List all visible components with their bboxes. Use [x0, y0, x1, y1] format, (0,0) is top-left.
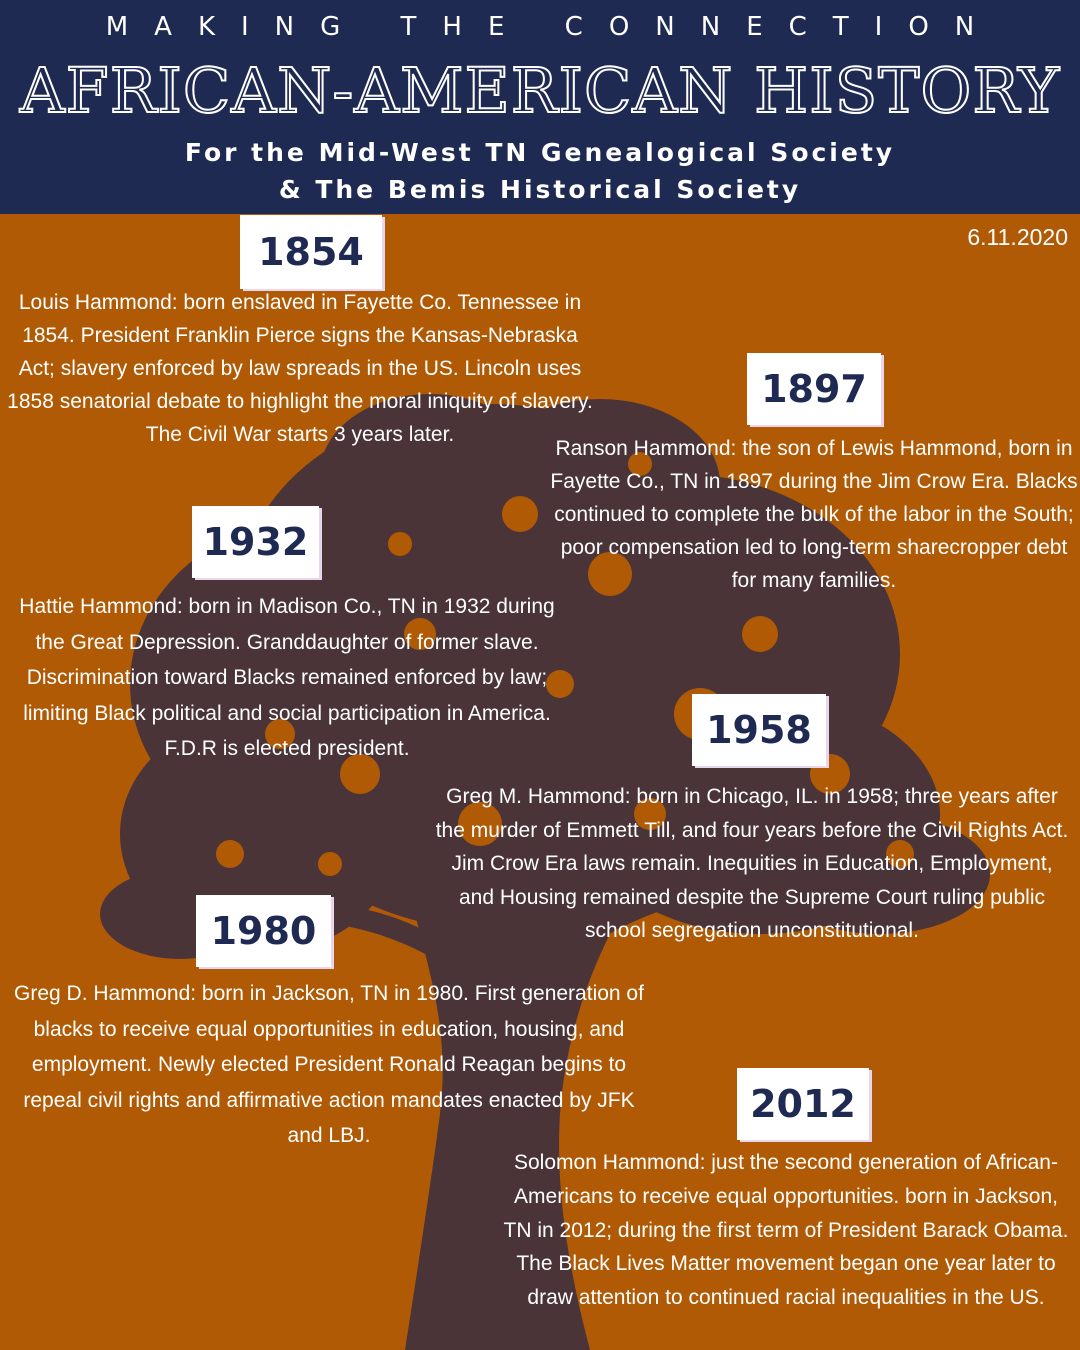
year-badge-1897: 1897	[747, 353, 881, 425]
year-badge-1958: 1958	[692, 694, 826, 766]
header-kicker: MAKING THE CONNECTION	[105, 12, 1001, 42]
page-title: AFRICAN-AMERICAN HISTORY	[19, 54, 1061, 127]
header-subtitle-line2: & The Bemis Historical Society	[278, 175, 802, 204]
timeline-entry-1958: Greg M. Hammond: born in Chicago, IL. in 1958; three years after the murder of Emmett Till, and four years before the Civil Rights Act. Jim Crow Era laws remain. Inequities in Education, Employment, and Housing remained despite the Supreme Court ruling public school segregation unconstitutional.	[435, 785, 1069, 942]
timeline-entry-1897: Ranson Hammond: the son of Lewis Hammond, born in Fayette Co., TN in 1897 during the Jim Crow Era. Blacks continued to complete the bulk of the labor in the South; poor compensation led to long-term sharecropper debt for many families.	[550, 437, 1078, 592]
timeline-entry-1932: Hattie Hammond: born in Madison Co., TN in 1932 during the Great Depression. Granddaughter of former slave. Discrimination toward Blacks remained enforced by law; limiting Black political and social participation in America. F.D.R is elected president.	[19, 595, 555, 760]
header-banner	[0, 0, 1080, 214]
year-badge-1980: 1980	[196, 895, 331, 967]
header-subtitle-line1: For the Mid-West TN Genealogical Society	[184, 138, 896, 167]
publish-date: 6.11.2020	[967, 224, 1068, 250]
timeline-entry-1854: Louis Hammond: born enslaved in Fayette Co. Tennessee in 1854. President Franklin Pierce signs the Kansas-Nebraska Act; slavery enforced by law spreads in the US. Lincoln uses 1858 senatorial debate to highlight the moral iniquity of slavery. The Civil War starts 3 years later.	[7, 291, 593, 446]
timeline-entry-1980: Greg D. Hammond: born in Jackson, TN in 1980. First generation of blacks to receive equal opportunities in education, housing, and employment. Newly elected President Ronald Reagan begins to repeal civil rights and affirmative action mandates enacted by JFK and LBJ.	[14, 982, 644, 1147]
timeline-entry-2012: Solomon Hammond: just the second generation of African-Americans to receive equal opportunities. born in Jackson, TN in 2012; during the first term of President Barack Obama. The Black Lives Matter movement began one year later to draw attention to continued racial inequalities in the US.	[503, 1151, 1069, 1310]
year-badge-2012: 2012	[737, 1068, 869, 1140]
year-badge-1932: 1932	[192, 506, 319, 578]
year-badge-1854: 1854	[240, 215, 382, 289]
